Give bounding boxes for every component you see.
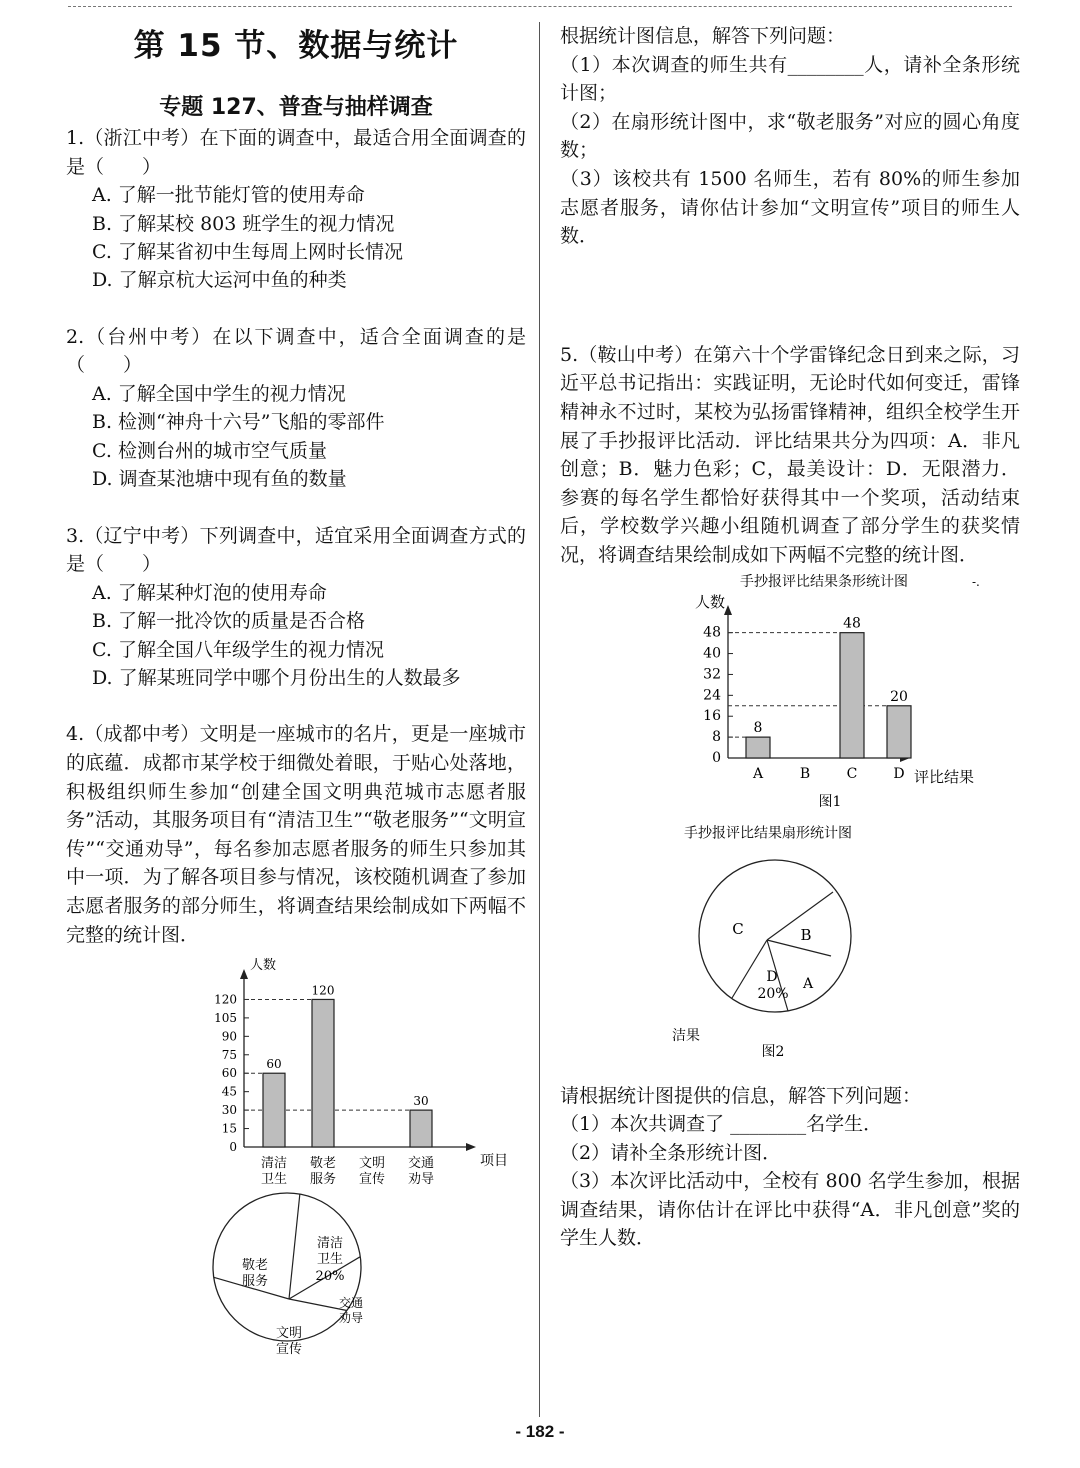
volunteer-pie-chart [200, 1197, 400, 1358]
y-axis-label: 人数 [694, 592, 725, 611]
pie-slice-label: 劝导 [338, 1311, 364, 1326]
chart-title: 手抄报评比结果条形统计图 [740, 573, 908, 590]
q5-part-1: （1）本次共调查了 ________名学生． [560, 1113, 883, 1136]
chart-caption: 图1 [818, 793, 842, 810]
chart-title-tail: -. [972, 574, 980, 589]
y-axis-arrow [240, 969, 248, 979]
option-a: A. 了解一批节能灯管的使用寿命 [92, 184, 365, 207]
y-tick-label: 48 [703, 624, 721, 641]
pie-slice-label: 敬老 [241, 1258, 269, 1274]
chart-caption: 图2 [761, 1043, 785, 1060]
option-b: B. 检测“神舟十六号”飞船的零部件 [92, 411, 385, 434]
question-4-continued [560, 22, 1020, 251]
chart-title: 手抄报评比结果扇形统计图 [684, 825, 852, 842]
x-category-label: 劝导 [407, 1172, 435, 1188]
pie-slice-label: B [800, 925, 812, 944]
option-a: A. 了解某种灯泡的使用寿命 [92, 581, 327, 604]
question-3 [66, 522, 526, 693]
x-category-label: 宣传 [358, 1172, 386, 1188]
question-5 [560, 341, 1020, 570]
pie-slice-label: 卫生 [316, 1252, 344, 1268]
question-1 [66, 124, 526, 295]
pie-slice-label: 文明 [275, 1326, 303, 1342]
q5-part-3: （3）本次评比活动中，全校有 800 名学生参加，根据调查结果，请你估计在评比中获得“A．非凡创意”奖的学生人数． [560, 1170, 1020, 1250]
question-2 [66, 323, 526, 494]
x-axis-arrow [466, 1143, 476, 1151]
y-tick-label: 75 [221, 1047, 237, 1062]
x-category-label: A [752, 765, 764, 782]
section-title: 专题 127、普查与抽样调查 [159, 95, 433, 120]
volunteer-bar-chart [136, 951, 516, 1193]
pie-slice-label: 宣传 [275, 1342, 303, 1358]
y-tick-label: 105 [214, 1011, 237, 1026]
right-column [560, 22, 1020, 1253]
bar-value-label: 60 [266, 1057, 282, 1072]
y-tick-label: 45 [221, 1084, 237, 1099]
pie-slice-label: 清洁 [316, 1236, 344, 1252]
x-axis-label: 项目 [480, 1153, 508, 1170]
option-d: D. 调查某池塘中现有鱼的数量 [92, 468, 347, 491]
y-axis-arrow [724, 605, 732, 615]
x-category-label: C [846, 765, 858, 782]
bar-value-label: 30 [413, 1094, 429, 1109]
bar [410, 1110, 432, 1147]
question-stem: 5.（鞍山中考）在第六十个学雷锋纪念日到来之际，习近平总书记指出：实践证明，无论时代如何变迁，雷锋精神永不过时，某校为弘扬雷锋精神，组织全校学生开展了手抄报评比活动．评比结果共分为四项：A．非凡创意；B．魅力色彩；C，最美设计：D．无限潜力．参赛的每名学生都恰好获得其中一个奖项，活动结束后，学校数学兴趣小组随机调查了部分学生的获奖情况，将调查结果绘制成如下两幅不完整的统计图． [560, 343, 1020, 566]
y-tick-label: 120 [214, 992, 237, 1007]
option-d: D. 了解京杭大运河中鱼的种类 [92, 269, 347, 292]
pie-slice-label: C [732, 919, 744, 938]
x-category-label: D [893, 765, 905, 782]
pie-slice-label: 服务 [241, 1274, 269, 1290]
x-category-label: 卫生 [260, 1172, 288, 1188]
bar [887, 705, 911, 757]
pie-slice-label: A [802, 975, 814, 992]
pie-divider [767, 940, 831, 956]
q5-part-2: （2）请补全条形统计图． [560, 1141, 782, 1164]
bar [263, 1073, 285, 1147]
left-column [66, 22, 526, 1358]
bar-value-label: 8 [753, 719, 763, 736]
top-dashed-rule [68, 6, 1012, 7]
q5-intro: 请根据统计图提供的信息，解答下列问题： [560, 1084, 922, 1107]
question-stem: 3.（辽宁中考）下列调查中，适宜采用全面调查方式的是（ ） [66, 524, 526, 576]
y-tick-label: 30 [221, 1103, 237, 1118]
y-tick-label: 32 [703, 665, 721, 682]
bar [746, 737, 770, 758]
option-c: C. 检测台州的城市空气质量 [92, 439, 327, 462]
page-number: - 182 - [515, 1422, 565, 1441]
y-tick-label: 40 [703, 645, 721, 662]
y-tick-label: 90 [221, 1029, 237, 1044]
option-c: C. 了解全国八年级学生的视力情况 [92, 638, 384, 661]
bar-value-label: 20 [890, 688, 908, 705]
x-axis-label: 评比结果 [914, 767, 975, 786]
q4-intro: 根据统计图信息，解答下列问题： [560, 25, 846, 47]
page-title: 第 15 节、数据与统计 [133, 28, 459, 64]
question-stem: 1.（浙江中考）在下面的调查中，最适合用全面调查的是（ ） [66, 127, 526, 178]
x-category-label: B [799, 765, 811, 782]
pie-slice-percent: 20% [757, 985, 789, 1002]
question-stem: 4.（成都中考）文明是一座城市的名片，更是一座城市的底蕴．成都市某学校于细微处着眼，于贴心处落地，积极组织师生参加“创建全国文明典范城市志愿者服务”活动，其服务项目有“清洁卫生”“敬老服务”“文明宣传”“交通劝导”，每名参加志愿者服务的师生只参加其中一项．为了解各项目参与情况，该校随机调查了参加志愿者服务的部分师生，将调查结果绘制成如下两幅不完整的统计图． [66, 723, 526, 946]
bar-value-label: 120 [311, 983, 335, 998]
option-d: D. 了解某班同学中哪个月份出生的人数最多 [92, 667, 461, 690]
question-4 [66, 720, 526, 949]
poster-bar-chart [620, 572, 1020, 822]
x-category-label: 清洁 [260, 1156, 288, 1172]
option-b: B. 了解一批冷饮的质量是否合格 [92, 610, 366, 633]
y-tick-label: 16 [703, 707, 721, 724]
y-tick-label: 8 [712, 728, 721, 745]
x-category-label: 敬老 [309, 1156, 337, 1172]
y-tick-label: 24 [703, 686, 721, 703]
y-tick-label: 0 [229, 1140, 237, 1155]
q4-part-1: （1）本次调查的师生共有________人，请补全条形统计图； [560, 53, 1020, 105]
option-b: B. 了解某校 803 班学生的视力情况 [92, 212, 395, 235]
y-axis-label: 人数 [250, 958, 277, 974]
x-category-label: 服务 [309, 1172, 337, 1188]
bar [840, 632, 864, 757]
y-tick-label: 0 [712, 749, 721, 766]
q4-part-3: （3）该校共有 1500 名师生，若有 80%的师生参加志愿者服务，请你估计参加“文明宣传”项目的师生人数． [560, 167, 1020, 248]
x-category-label: 文明 [358, 1156, 386, 1172]
option-a: A. 了解全国中学生的视力情况 [92, 383, 346, 405]
y-tick-label: 60 [221, 1066, 237, 1081]
bar [312, 1000, 334, 1148]
pie-slice-label: 交通 [338, 1296, 364, 1311]
pie-slice-percent: 20% [315, 1269, 345, 1285]
pie-slice-label: D [766, 968, 778, 985]
column-divider [539, 22, 540, 1417]
q4-part-2: （2）在扇形统计图中，求“敬老服务”对应的圆心角度数； [560, 110, 1020, 162]
y-tick-label: 15 [221, 1121, 237, 1136]
x-category-label: 交通 [407, 1156, 435, 1172]
pie-divider [289, 1194, 300, 1299]
poster-pie-chart [672, 822, 972, 1062]
question-5-continued [560, 1082, 1020, 1254]
option-c: C. 了解某省初中生每周上网时长情况 [92, 241, 403, 263]
stray-label: 洁果 [672, 1027, 700, 1044]
bar-value-label: 48 [843, 615, 861, 632]
question-stem: 2.（台州中考）在以下调查中，适合全面调查的是（ ） [66, 325, 526, 377]
